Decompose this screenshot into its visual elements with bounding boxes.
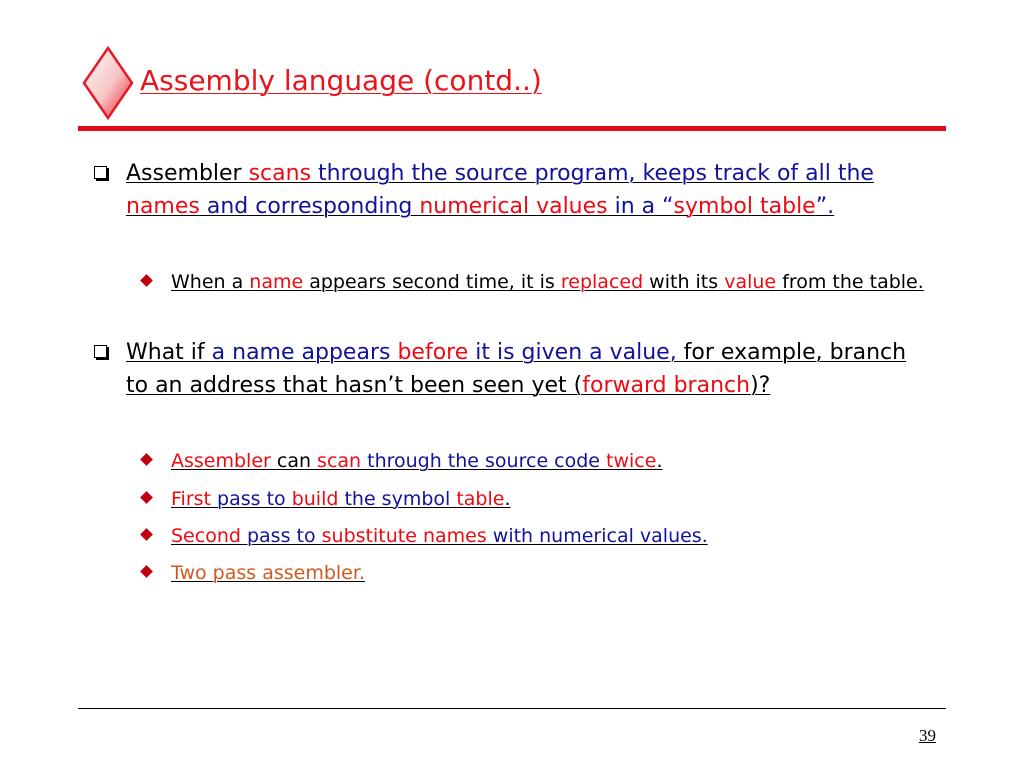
text-segment: before (397, 340, 469, 365)
text-segment: What if (126, 340, 212, 365)
sub-bullet-item (140, 267, 930, 297)
text-segment: pass to (217, 488, 292, 510)
text-segment: branch (673, 373, 751, 398)
text-segment: build (291, 488, 339, 510)
text-segment: can (276, 450, 318, 472)
text-segment: names (422, 525, 487, 547)
sub-bullet-item (140, 521, 930, 551)
text-segment: Assembler (126, 161, 249, 186)
text-segment: the symbol (338, 488, 457, 510)
bullet-text (126, 336, 914, 402)
text-segment: names (126, 194, 200, 219)
text-segment: table (760, 194, 816, 219)
slide-title: Assembly language (contd..) (140, 64, 542, 97)
text-segment: name (249, 271, 304, 293)
text-segment: with its (643, 271, 725, 293)
diamond-bullet-icon (140, 528, 153, 541)
text-segment: from the table. (776, 271, 924, 293)
bullet-text (126, 157, 914, 223)
text-segment: pass to (246, 525, 322, 547)
text-segment (753, 194, 760, 219)
text-segment: through the source code (361, 450, 607, 472)
text-segment: Two pass assembler. (171, 562, 365, 584)
text-segment (529, 194, 536, 219)
text-segment: and corresponding (199, 194, 420, 219)
text-segment: twice (606, 450, 657, 472)
sub-bullet-item (140, 446, 930, 476)
text-segment: numerical (419, 194, 530, 219)
red-diamond-icon (82, 46, 134, 120)
text-segment: table (456, 488, 505, 510)
text-segment: in a “ (607, 194, 674, 219)
bullet-item (94, 336, 914, 402)
checkbox-bullet-icon (94, 166, 107, 179)
sub-bullet-item (140, 558, 930, 588)
text-segment: forward (582, 373, 667, 398)
bullet-text (171, 521, 930, 551)
text-segment: replaced (560, 271, 644, 293)
text-segment: When a (171, 271, 250, 293)
text-segment: value (724, 271, 777, 293)
text-segment: . (504, 488, 511, 510)
text-segment: appears second time, it is (303, 271, 561, 293)
text-segment: a name appears (211, 340, 398, 365)
text-segment: through the source program, keeps track of all the (311, 161, 874, 186)
text-segment: . (656, 450, 663, 472)
text-segment: Second (171, 525, 247, 547)
text-segment (667, 373, 674, 398)
text-segment: values (536, 194, 608, 219)
text-segment: )? (750, 373, 771, 398)
checkbox-bullet-icon (94, 345, 107, 358)
diamond-bullet-icon (140, 565, 153, 578)
text-segment: First (171, 488, 218, 510)
text-segment: symbol (673, 194, 753, 219)
bullet-text (171, 558, 930, 588)
text-segment: substitute (321, 525, 423, 547)
text-segment: scan (317, 450, 362, 472)
bullet-text (171, 267, 930, 297)
diamond-bullet-icon (140, 274, 153, 287)
sub-bullet-item (140, 484, 930, 514)
bullet-text (171, 484, 930, 514)
text-segment: it is given a value, (468, 340, 677, 365)
text-segment: Assembler (171, 450, 277, 472)
footer-divider (78, 708, 946, 709)
text-segment: scans (248, 161, 312, 186)
text-segment: for example, branch to an address that hasn’t been seen yet ( (126, 340, 907, 398)
page-number: 39 (919, 726, 936, 745)
text-segment: with numerical values. (486, 525, 708, 547)
bullet-item (94, 157, 914, 223)
title-divider (78, 126, 946, 131)
text-segment: ”. (815, 194, 835, 219)
bullet-text (171, 446, 930, 476)
diamond-bullet-icon (140, 491, 153, 504)
diamond-bullet-icon (140, 453, 153, 466)
